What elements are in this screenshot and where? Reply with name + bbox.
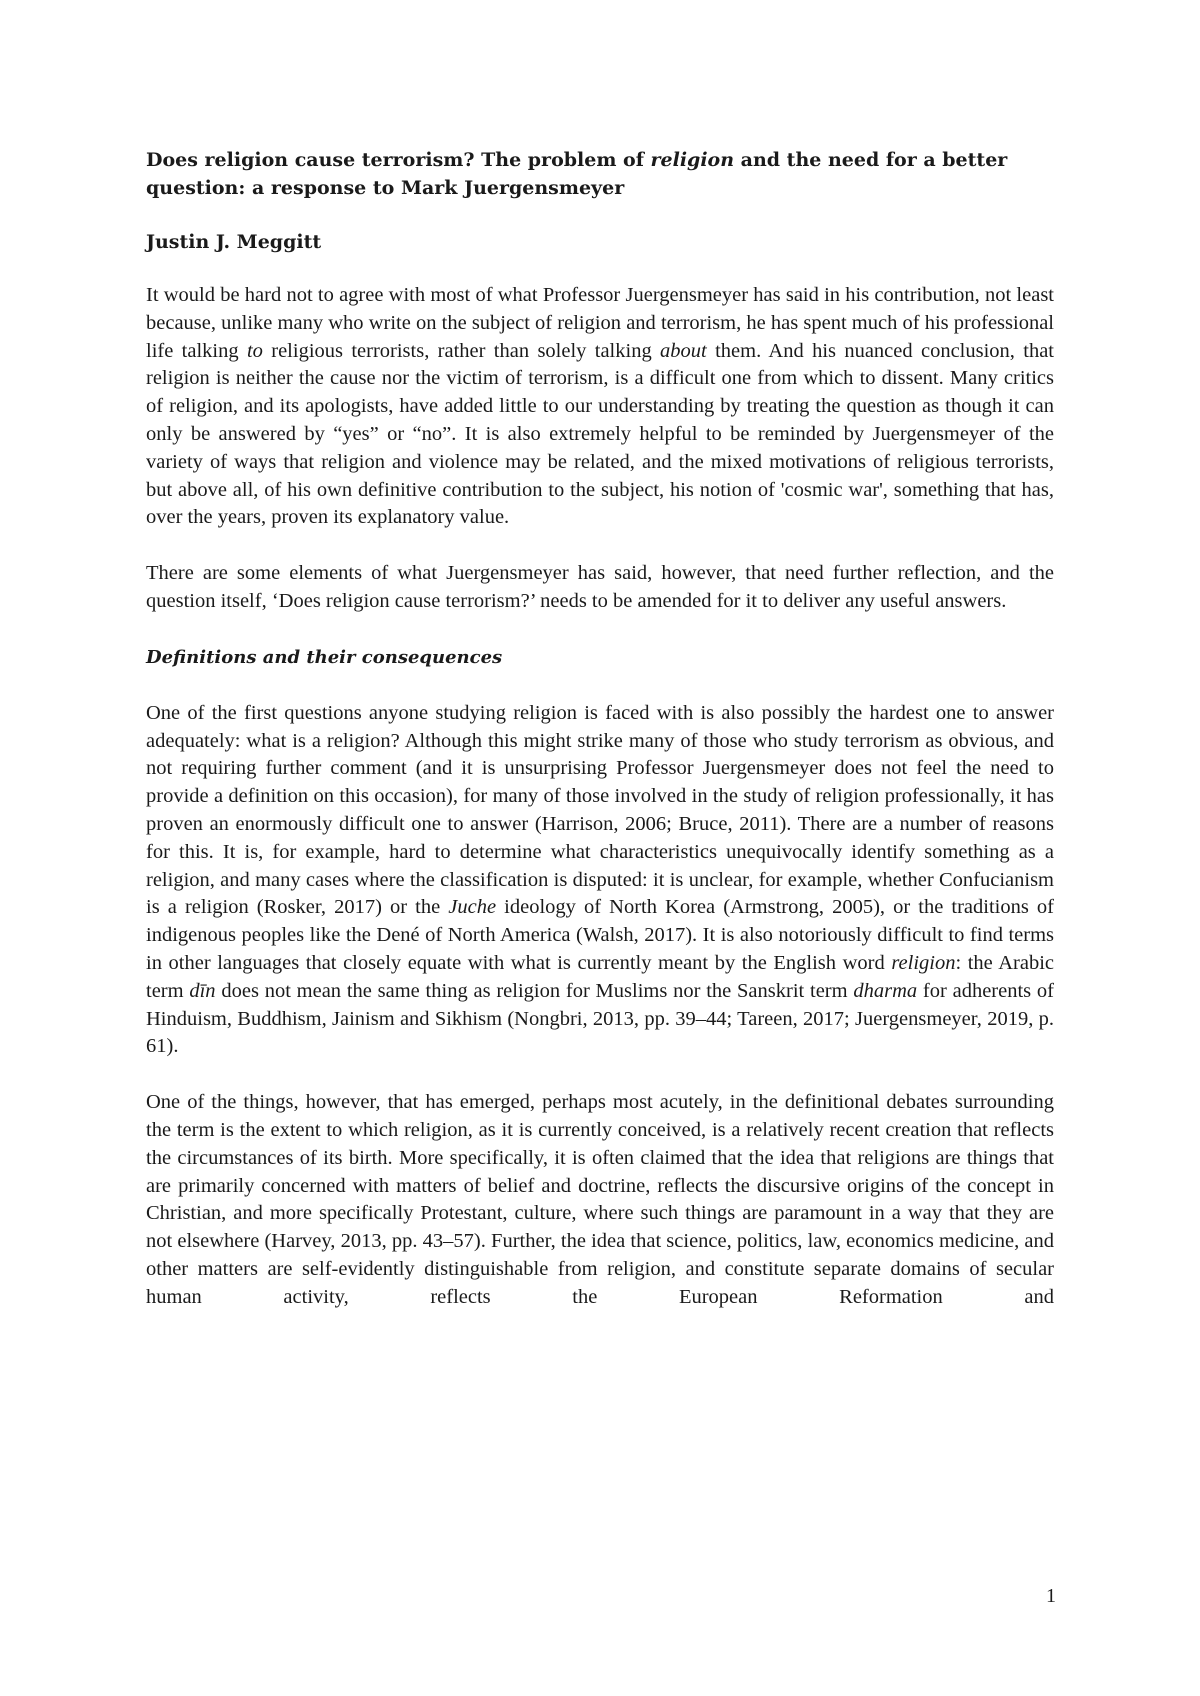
- paragraph-3-emphasis-4: dharma: [853, 979, 918, 1002]
- author-name: Justin J. Meggitt: [146, 231, 322, 253]
- title-emphasis: religion: [650, 149, 735, 171]
- paragraph-2: There are some elements of what Juergensmeyer has said, however, that need further reflection, and the question itself, ‘Does religion cause terrorism?’ needs to be amended for it to deliver any useful answers.: [146, 562, 1054, 612]
- paragraph-4: One of the things, however, that has emerged, perhaps most acutely, in the definitional debates surrounding the term is the extent to which religion, as it is currently conceived, is a relatively recent creation that reflects the circumstances of its birth. More specifically, it is often claimed that the idea that religions are things that are primarily concerned with matters of belief and doctrine, reflects the discursive origins of the concept in Christian, and more specifically Protestant, culture, where such things are paramount in a way that they are not elsewhere (Harvey, 2013, pp. 43–57). Further, the idea that science, politics, law, economics medicine, and other matters are self-evidently distinguishable from religion, and constitute separate domains of secular human activity, reflects the European Reformation and: [146, 1091, 1054, 1308]
- paragraph-1-emphasis-1: to: [246, 339, 263, 362]
- document-page: [146, 146, 1054, 1340]
- paragraph-1-emphasis-2: about: [660, 339, 707, 362]
- paragraph-1-text-3: them. And his nuanced conclusion, that religion is neither the cause nor the victim of terrorism, is a difficult one from which to dissent. Many critics of religion, and its apologists, have added little to our understanding by treating the question as though it can only be answered by “yes” or “no”. It is also extremely helpful to be reminded by Juergensmeyer of the variety of ways that religion and violence may be related, and the mixed motivations of religious terrorists, but above all, of his own definitive contribution to the subject, his notion of 'cosmic war', something that has, over the years, proven its explanatory value.: [146, 339, 1054, 529]
- paragraph-3-emphasis-1: Juche: [448, 896, 497, 919]
- paragraph-3-text-1: One of the first questions anyone studying religion is faced with is also possibly the hardest one to answer adequately: what is a religion? Although this might strike many of those who study terrorism as obvious, and not requiring further comment (and it is unsurprising Professor Juergensmeyer does not feel the need to provide a definition on this occasion), for many of those involved in the study of religion professionally, it has proven an enormously difficult one to answer (Harrison, 2006; Bruce, 2011). There are a number of reasons for this. It is, for example, hard to determine what characteristics unequivocally identify something as a religion, and many cases where the classification is disputed: it is unclear, for example, whether Confucianism is a religion (Rosker, 2017) or the: [146, 701, 1054, 919]
- title-text-1: Does religion cause terrorism? The problem of: [146, 149, 651, 171]
- paragraph-1-text-1: It would be hard not to agree with most of what Professor Juergensmeyer has said in his contribution, not least because, unlike many who write on the subject of religion and terrorism, he has spent much of his professional life talking: [146, 284, 1054, 362]
- paragraph-3: [146, 700, 1054, 1061]
- paragraph-3-text-3: : the Arabic term: [146, 951, 1054, 1002]
- paragraph-3-emphasis-3: dīn: [189, 979, 216, 1002]
- paragraph-1: [146, 282, 1054, 532]
- title-text-2: and the need for a better question: a response to Mark Juergensmeyer: [146, 149, 1008, 199]
- section-heading: Definitions and their consequences: [146, 646, 503, 668]
- paragraph-3-text-5: for adherents of Hinduism, Buddhism, Jainism and Sikhism (Nongbri, 2013, pp. 39–44; Tareen, 2017; Juergensmeyer, 2019, p. 61).: [146, 979, 1054, 1058]
- page-number: 1: [1046, 1585, 1056, 1607]
- paragraph-3-text-4: does not mean the same thing as religion for Muslims nor the Sanskrit term: [215, 979, 854, 1002]
- paragraph-3-text-2: ideology of North Korea (Armstrong, 2005), or the traditions of indigenous peoples like the Dené of North America (Walsh, 2017). It is also notoriously difficult to find terms in other languages that closely equate with what is currently meant by the English word: [146, 896, 1054, 974]
- article-title: [146, 146, 1054, 202]
- paragraph-3-emphasis-2: religion: [891, 951, 956, 974]
- paragraph-1-text-2: religious terrorists, rather than solely talking: [262, 339, 661, 362]
